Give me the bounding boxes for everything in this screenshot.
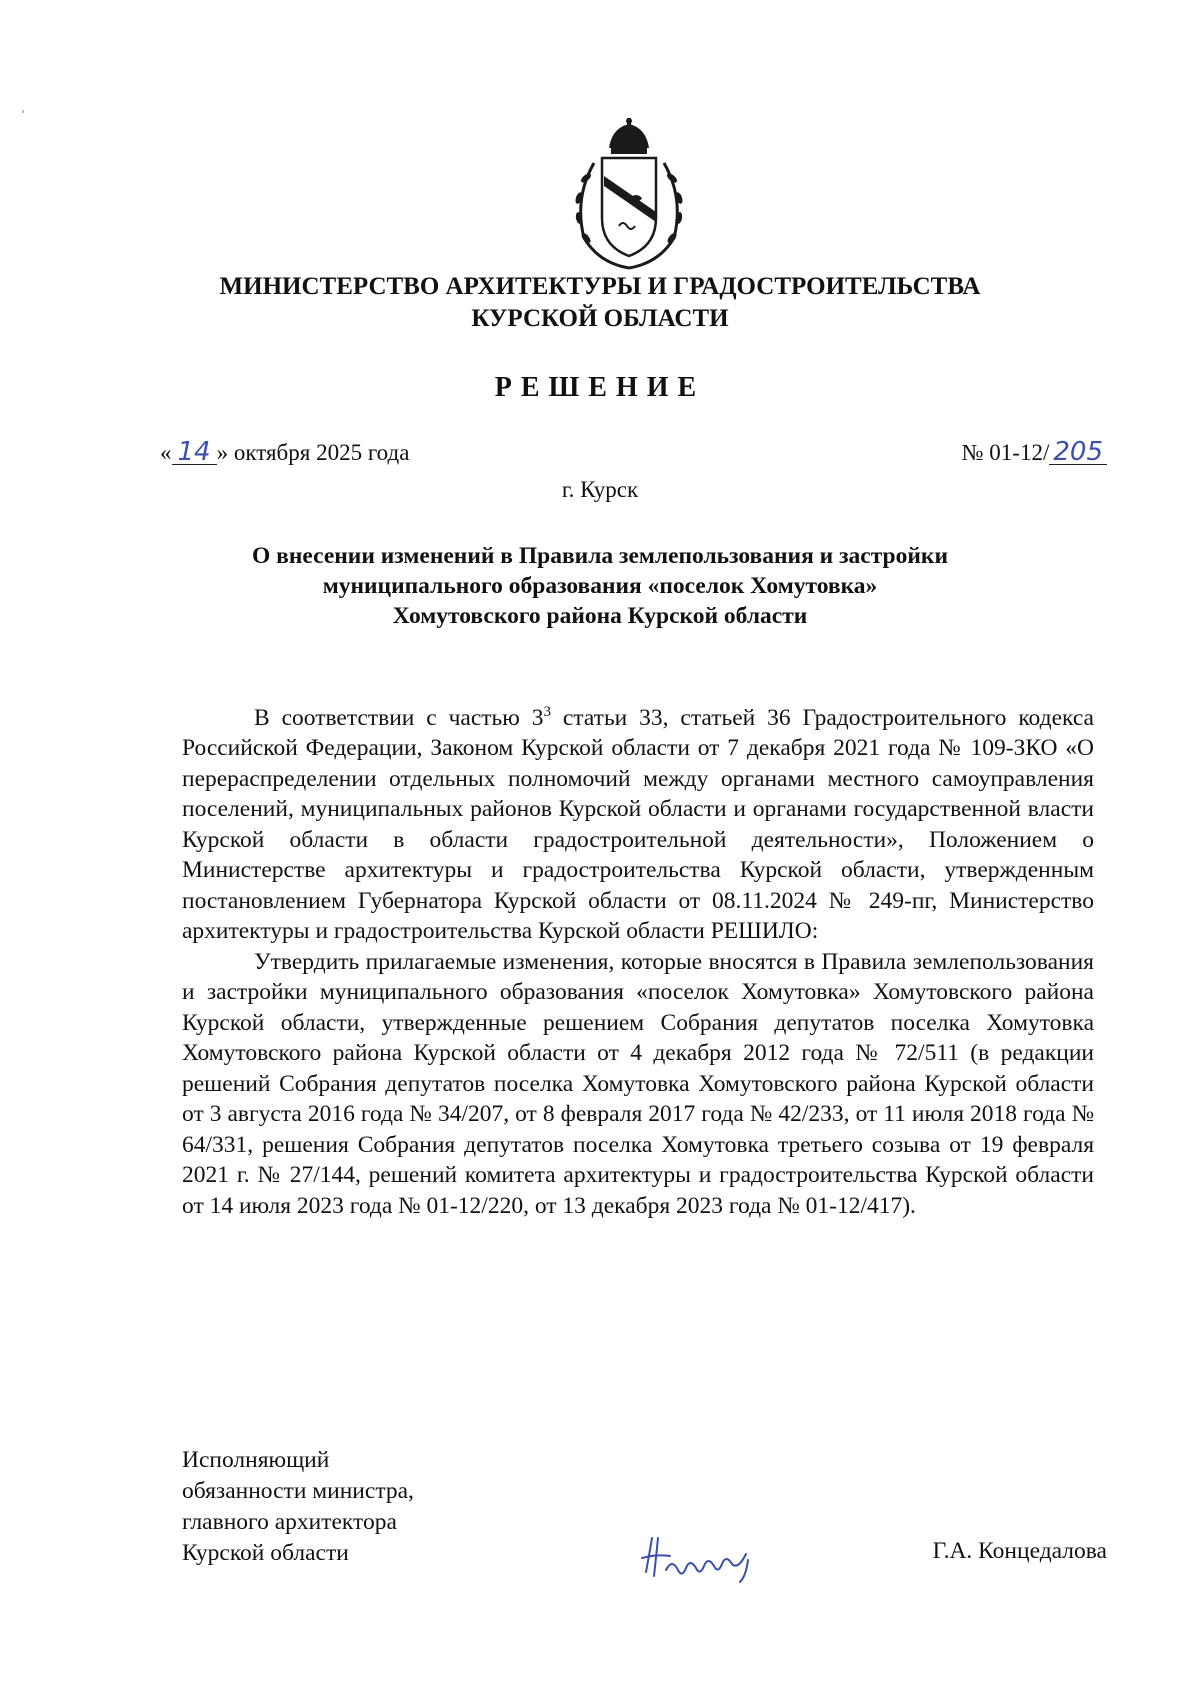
- date-quote-open: «: [160, 440, 172, 465]
- position-line2: обязанности министра,: [182, 1478, 414, 1504]
- coat-of-arms-icon: [564, 118, 694, 270]
- document-title: [120, 541, 1080, 631]
- p1-superscript: 3: [543, 704, 551, 720]
- title-line2: муниципального образования «поселок Хомутовка»: [322, 573, 878, 599]
- ministry-name: [100, 271, 1100, 335]
- signatory-position: [182, 1445, 414, 1569]
- date-rest: » октября 2025 года: [216, 440, 410, 465]
- title-line3: Хомутовского района Курской области: [392, 603, 808, 629]
- position-line1: Исполняющий: [182, 1447, 330, 1473]
- document-type-heading: РЕШЕНИЕ: [494, 372, 706, 403]
- ministry-name-line1: МИНИСТЕРСТВО АРХИТЕКТУРЫ И ГРАДОСТРОИТЕЛЬСТВА: [219, 273, 981, 300]
- scan-speck: [22, 110, 24, 113]
- decision-number: [961, 437, 1107, 467]
- city-line: г. Курск: [561, 477, 639, 502]
- handwritten-day: 14: [172, 440, 217, 465]
- p1-text-b: статьи 33, статьей 36 Градостроительного кодекса Российской Федерации, Законом Курской области от 7 декабря 2021 года № 109-ЗКО «О перераспределении отдельных полномочий между органами местного самоуправления поселений, муниципальных районов Курской области и органами государственной власти Курской области в области градостроительной деятельности», Положением о Министерстве архитектуры и градостроительства Курской области, утвержденным постановлением Губернатора Курской области от 08.11.2024 № 249-пг, Министерство архитектуры и градостроительства Курской области РЕШИЛО:: [182, 704, 1094, 945]
- signer-name: Г.А. Концедалова: [932, 1538, 1107, 1564]
- position-line4: Курской области: [182, 1540, 349, 1566]
- title-line1: О внесении изменений в Правила землепользования и застройки: [252, 543, 948, 569]
- decision-date: [160, 437, 410, 467]
- body-paragraph-1: [182, 697, 1094, 947]
- handwritten-signature-icon: [636, 1530, 776, 1586]
- position-line3: главного архитектора: [182, 1509, 397, 1535]
- document-body: [182, 697, 1094, 1221]
- number-prefix: № 01-12/: [961, 440, 1050, 465]
- ministry-name-line2: КУРСКОЙ ОБЛАСТИ: [471, 305, 729, 332]
- p1-text-a: В соответствии с частью 3: [254, 704, 544, 731]
- body-paragraph-2: Утвердить прилагаемые изменения, которые вносятся в Правила землепользования и застройки муниципального образования «поселок Хомутовка» Хомутовского района Курской области, утвержденные решением Собрания депутатов поселка Хомутовка Хомутовского района Курской области от 4 декабря 2012 года № 72/511 (в редакции решений Собрания депутатов поселка Хомутовка Хомутовского района Курской области от 3 августа 2016 года № 34/207, от 8 февраля 2017 года № 42/233, от 11 июля 2018 года № 64/331, решения Собрания депутатов поселка Хомутовка третьего созыва от 19 февраля 2021 г. № 27/144, решений комитета архитектуры и градостроительства Курской области от 14 июля 2023 года № 01-12/220, от 13 декабря 2023 года № 01-12/417).: [182, 948, 1094, 1219]
- handwritten-number: 205: [1049, 440, 1107, 465]
